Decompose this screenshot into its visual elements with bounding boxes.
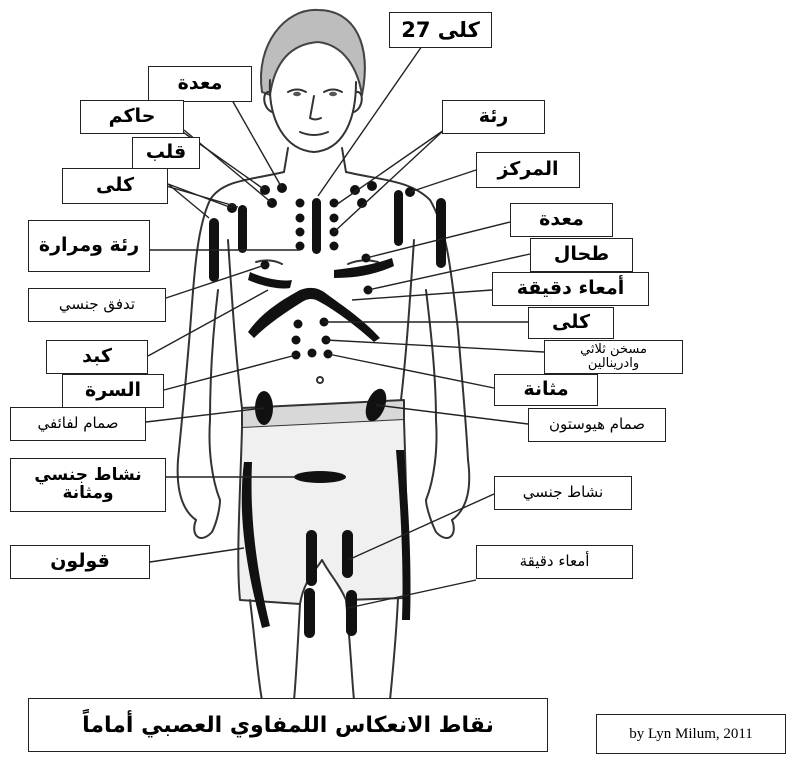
label-hueston-valve: صمام هيوستون (528, 408, 666, 442)
label-sexual-activity: نشاط جنسي (494, 476, 632, 510)
reflex-bar (342, 530, 353, 578)
reflex-dot (294, 320, 303, 329)
label-spleen: طحال (530, 238, 633, 272)
reflex-dot (296, 214, 305, 223)
label-kidneys-27: كلى 27 (389, 12, 492, 48)
label-stomach-top: معدة (148, 66, 252, 102)
reflex-dot (296, 199, 305, 208)
label-sexual-activity-bladder: نشاط جنسي ومثانة (10, 458, 166, 512)
label-liver: كبد (46, 340, 148, 374)
reflex-dot (308, 349, 317, 358)
reflex-dot (296, 228, 305, 237)
label-sexual-flow: تدفق جنسي (28, 288, 166, 322)
label-small-intestine-lower: أمعاء دقيقة (476, 545, 633, 579)
label-triple-warmer: مسخن ثلاثي وادرينالين (544, 340, 683, 374)
label-lung-gallbladder: رئة ومرارة (28, 220, 150, 272)
author-credit: by Lyn Milum, 2011 (596, 714, 786, 754)
reflex-dot (330, 199, 339, 208)
label-colon: قولون (10, 545, 150, 579)
reflex-bar (346, 590, 357, 636)
reflex-bar (248, 288, 380, 342)
reflex-bar (304, 588, 315, 638)
reflex-dot (292, 336, 301, 345)
reflex-bar (394, 190, 403, 246)
reflex-dot (296, 242, 305, 251)
label-small-intestine-upper: أمعاء دقيقة (492, 272, 649, 306)
label-lung-upper: رئة (442, 100, 545, 134)
label-governor: حاكم (80, 100, 184, 134)
reflex-dot (330, 242, 339, 251)
reflex-bar (312, 198, 321, 254)
reflex-bar (306, 530, 317, 586)
label-stomach-right: معدة (510, 203, 613, 237)
label-kidneys-right: كلى (528, 307, 614, 339)
label-lymph-valve: صمام لفائفي (10, 407, 146, 441)
reflex-bar (248, 272, 292, 289)
body-outline (178, 10, 470, 700)
reflex-bar (238, 205, 247, 253)
reflex-dot (330, 214, 339, 223)
label-bladder: مثانة (494, 374, 598, 406)
label-kidneys-left: كلى (62, 168, 168, 204)
reflex-bar (294, 471, 346, 483)
label-center: المركز (476, 152, 580, 188)
label-heart: قلب (132, 137, 200, 169)
diagram-title: نقاط الانعكاس اللمفاوي العصبي أماماً (28, 698, 548, 752)
reflex-bar (436, 198, 446, 268)
label-navel: السرة (62, 374, 164, 408)
